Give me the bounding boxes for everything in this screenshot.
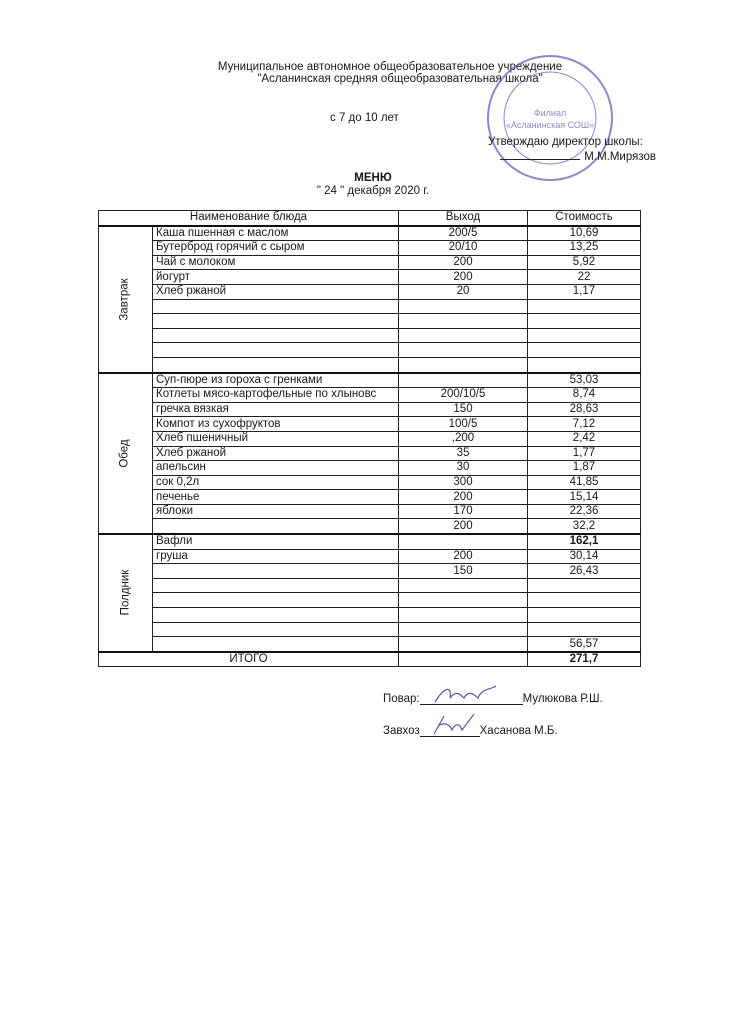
dish-name: Вафли [153, 534, 399, 549]
table-row [99, 343, 641, 358]
dish-name: Компот из сухофруктов [153, 417, 399, 432]
cook-name: Мулюкова Р.Ш. [522, 693, 603, 705]
total-output [399, 652, 528, 667]
table-row [99, 564, 641, 579]
column-header-output: Выход [399, 211, 528, 226]
org-name-line2: "Асланинская средняя общеобразовательная школа" [257, 73, 543, 85]
dish-cost: 28,63 [528, 402, 641, 417]
dish-name [153, 593, 399, 608]
table-row [99, 255, 641, 270]
dish-cost: 1,77 [528, 446, 641, 461]
dish-cost: 13,25 [528, 241, 641, 256]
page-title: МЕНЮ [354, 172, 392, 184]
dish-output [399, 357, 528, 372]
dish-cost: 26,43 [528, 564, 641, 579]
total-value: 271,7 [528, 652, 641, 667]
dish-name: Хлеб ржаной [153, 284, 399, 299]
table-row [99, 431, 641, 446]
table-header-row [99, 211, 641, 226]
dish-output [399, 299, 528, 314]
table-row [99, 417, 641, 432]
dish-cost: 162,1 [528, 534, 641, 549]
handwritten-signature-icon [430, 684, 500, 706]
storekeeper-name: Хасанова М.Б. [479, 725, 558, 737]
table-row [99, 504, 641, 519]
dish-output: ,200 [399, 431, 528, 446]
menu-table [98, 210, 641, 667]
dish-cost [528, 314, 641, 329]
dish-name: гречка вязкая [153, 402, 399, 417]
dish-name: Каша пшенная с маслом [153, 226, 399, 241]
dish-name: Бутерброд горячий с сыром [153, 241, 399, 256]
dish-cost: 8,74 [528, 388, 641, 403]
dish-cost: 10,69 [528, 226, 641, 241]
menu-date: " 24 " декабря 2020 г. [316, 185, 430, 197]
section-label-text: Обед [118, 439, 131, 468]
section-label [99, 373, 153, 535]
dish-name [153, 578, 399, 593]
dish-cost [528, 328, 641, 343]
dish-output: 200 [399, 549, 528, 564]
dish-cost: 30,14 [528, 549, 641, 564]
dish-cost: 1,87 [528, 461, 641, 476]
dish-cost [528, 343, 641, 358]
storekeeper-label: Завхоз [383, 725, 420, 737]
dish-cost: 15,14 [528, 490, 641, 505]
dish-name [153, 637, 399, 652]
age-range: с 7 до 10 лет [330, 112, 399, 124]
dish-cost [528, 578, 641, 593]
table-row [99, 578, 641, 593]
table-row [99, 373, 641, 388]
table-row [99, 357, 641, 372]
director-name: М.М.Мирязов [584, 151, 656, 163]
dish-cost: 2,42 [528, 431, 641, 446]
handwritten-signature-icon [430, 712, 480, 738]
table-row [99, 475, 641, 490]
dish-output: 200 [399, 519, 528, 534]
table-row [99, 446, 641, 461]
table-row [99, 549, 641, 564]
table-row [99, 593, 641, 608]
org-name-line1: Муниципальное автономное общеобразовательное учреждение [217, 61, 563, 73]
dish-name: Хлеб ржаной [153, 446, 399, 461]
signature-line [420, 722, 480, 737]
dish-output: 30 [399, 461, 528, 476]
dish-output: 150 [399, 402, 528, 417]
table-row [99, 299, 641, 314]
dish-name: апельсин [153, 461, 399, 476]
table-row [99, 622, 641, 637]
director-signature [488, 151, 656, 163]
dish-cost [528, 357, 641, 372]
dish-name: Суп-пюре из гороха с гренками [153, 373, 399, 388]
dish-cost: 41,85 [528, 475, 641, 490]
dish-output [399, 578, 528, 593]
dish-output: 200 [399, 270, 528, 285]
cook-label: Повар: [383, 693, 420, 705]
dish-name: Чай с молоком [153, 255, 399, 270]
table-row [99, 608, 641, 623]
column-header-name: Наименование блюда [99, 211, 399, 226]
dish-output: 170 [399, 504, 528, 519]
signature-line [420, 690, 523, 705]
dish-output: 35 [399, 446, 528, 461]
section-label-text: Полдник [118, 570, 131, 616]
dish-output [399, 608, 528, 623]
dish-name [153, 608, 399, 623]
dish-output [399, 622, 528, 637]
dish-cost [528, 622, 641, 637]
table-row [99, 637, 641, 652]
dish-name [153, 314, 399, 329]
dish-name [153, 357, 399, 372]
table-row [99, 270, 641, 285]
table-row [99, 328, 641, 343]
table-row [99, 519, 641, 534]
section-label [99, 534, 153, 652]
dish-name [153, 622, 399, 637]
column-header-cost: Стоимость [528, 211, 641, 226]
table-row [99, 284, 641, 299]
dish-cost [528, 593, 641, 608]
cook-signature [383, 690, 603, 705]
dish-name: сок 0,2л [153, 475, 399, 490]
dish-cost [528, 608, 641, 623]
dish-cost: 22,36 [528, 504, 641, 519]
dish-cost: 7,12 [528, 417, 641, 432]
dish-name: печенье [153, 490, 399, 505]
dish-name: Котлеты мясо-картофельные по хлыновс [153, 388, 399, 403]
dish-cost: 1,17 [528, 284, 641, 299]
dish-cost [528, 299, 641, 314]
stamp-text-2: «Асланинская СОШ» [505, 120, 595, 130]
dish-name: Хлеб пшеничный [153, 431, 399, 446]
dish-output: 100/5 [399, 417, 528, 432]
dish-cost: 53,03 [528, 373, 641, 388]
section-label-text: Завтрак [118, 277, 131, 321]
dish-output: 200 [399, 255, 528, 270]
table-row [99, 226, 641, 241]
table-row [99, 534, 641, 549]
dish-name [153, 299, 399, 314]
dish-name: яблоки [153, 504, 399, 519]
table-row [99, 388, 641, 403]
dish-cost: 56,57 [528, 637, 641, 652]
dish-name [153, 564, 399, 579]
dish-name: груша [153, 549, 399, 564]
dish-output: 200/10/5 [399, 388, 528, 403]
total-row [99, 652, 641, 667]
dish-output [399, 373, 528, 388]
total-label: ИТОГО [99, 652, 399, 667]
dish-name [153, 519, 399, 534]
table-row [99, 241, 641, 256]
table-row [99, 461, 641, 476]
dish-name [153, 328, 399, 343]
dish-output: 300 [399, 475, 528, 490]
section-label [99, 226, 153, 373]
dish-name [153, 343, 399, 358]
approval-label: Утверждаю директор школы: [488, 136, 643, 148]
dish-output [399, 328, 528, 343]
dish-output [399, 637, 528, 652]
dish-output: 20/10 [399, 241, 528, 256]
dish-output [399, 314, 528, 329]
dish-output [399, 593, 528, 608]
school-stamp-icon [480, 48, 620, 188]
table-row [99, 490, 641, 505]
table-row [99, 402, 641, 417]
dish-output: 200 [399, 490, 528, 505]
stamp-text-1: Филиал [533, 108, 567, 118]
dish-output: 150 [399, 564, 528, 579]
dish-output: 200/5 [399, 226, 528, 241]
table-row [99, 314, 641, 329]
dish-cost: 32,2 [528, 519, 641, 534]
dish-cost: 5,92 [528, 255, 641, 270]
dish-output [399, 534, 528, 549]
dish-cost: 22 [528, 270, 641, 285]
storekeeper-signature [383, 722, 558, 737]
dish-output: 20 [399, 284, 528, 299]
dish-name: йогурт [153, 270, 399, 285]
dish-output [399, 343, 528, 358]
